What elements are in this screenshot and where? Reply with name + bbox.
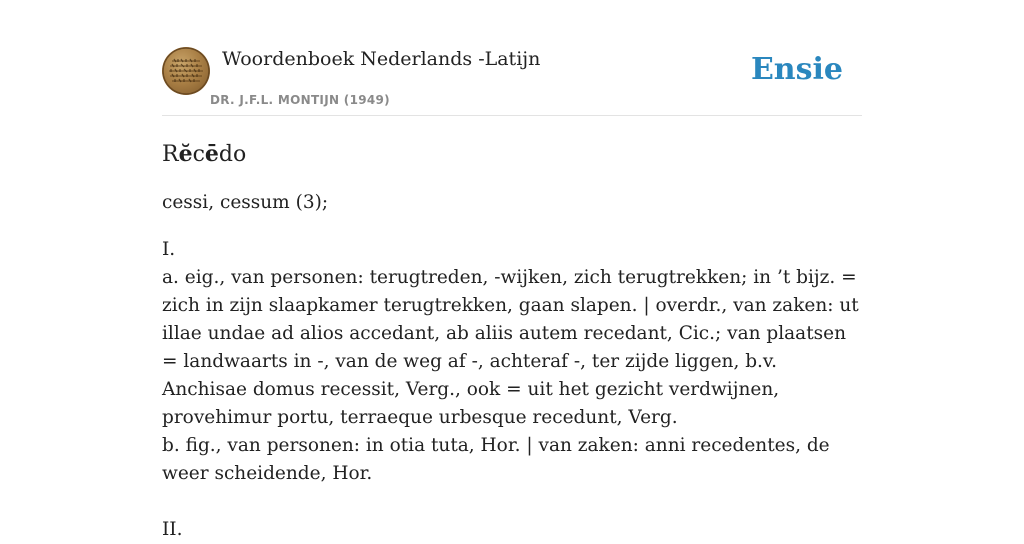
section-numeral: I.: [162, 239, 176, 260]
sense-b: b. fig., van personen: in otia tuta, Hor. | van zaken: anni recedentes, de weer scheidende, Hor.: [162, 435, 830, 484]
headword-part: do: [218, 142, 247, 167]
ensie-logo-link[interactable]: Ensie: [750, 52, 843, 87]
coin-seal-icon[interactable]: [162, 47, 210, 95]
headword-part: ē: [204, 141, 219, 167]
sense-a: a. eig., van personen: terugtreden, -wijken, zich terugtrekken; in ’t bijz. = zich in zijn slaapkamer terugtrekken, gaan slapen. | overdr., van zaken: ut illae undae ad alios accedant, ab aliis autem recedant, Cic.; van plaatsen = landwaarts in -, van de weg af -, achteraf -, ter zijde liggen, b.v. Anchisae domus recessit, Verg., ook = uit het gezicht verdwijnen, provehimur portu, terraeque urbesque recedunt, Verg.: [162, 267, 859, 428]
entry-content: [162, 138, 862, 544]
entry-headword: [162, 138, 862, 171]
section-numeral: II.: [162, 519, 183, 540]
headword-part: R: [162, 142, 179, 167]
dictionary-author: DR. J.F.L. MONTIJN (1949): [210, 93, 390, 107]
entry-section-I: [162, 236, 862, 488]
site-header: [162, 46, 862, 116]
dictionary-title[interactable]: Woordenboek Nederlands -Latijn: [222, 48, 541, 70]
headword-part: ĕ: [178, 141, 193, 167]
entry-forms: cessi, cessum (3);: [162, 192, 329, 213]
entry-section-II: [162, 516, 862, 544]
headword-part: c: [192, 142, 205, 167]
